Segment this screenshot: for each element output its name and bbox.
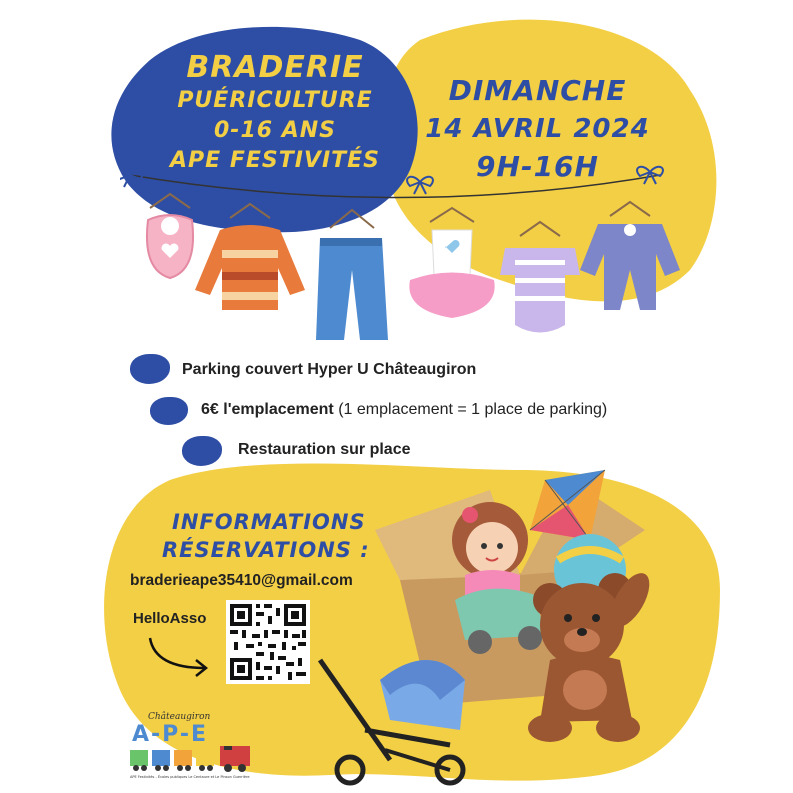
detail-price — [201, 401, 607, 419]
title-puericulture: PUÉRICULTURE — [177, 88, 373, 113]
bow-left-icon — [120, 170, 143, 187]
detail-parking-text: Parking couvert Hyper U Châteaugiron — [182, 361, 477, 378]
clothesline-rope — [130, 175, 660, 198]
title-braderie: BRADERIE — [186, 50, 364, 85]
striped-sweater-icon — [195, 204, 305, 310]
contact-email[interactable]: braderieape35410@gmail.com — [130, 572, 353, 589]
logo-script-text: Châteaugiron — [148, 712, 211, 722]
bow-mid-right-icon — [407, 177, 433, 194]
event-date: 14 AVRIL 2024 — [425, 114, 650, 144]
tutu-dress-icon — [409, 208, 494, 318]
clothesline-illustration — [120, 150, 680, 350]
bow-right-icon — [637, 167, 663, 184]
qr-code[interactable] — [226, 600, 310, 684]
stroller-icon — [310, 640, 500, 790]
detail-parking — [182, 361, 476, 379]
info-title-line2: RÉSERVATIONS : — [162, 538, 370, 562]
logo-caption: APE Festivités - Écoles publiques Le Centaure et Le Pinson Guerrière — [130, 775, 250, 779]
event-day: DIMANCHE — [448, 74, 627, 107]
sleepsuit-icon — [580, 202, 680, 310]
arrow-icon — [140, 630, 220, 680]
title-age-range: 0-16 ANS — [214, 118, 336, 143]
helloasso-label: HelloAsso — [133, 610, 207, 627]
title-ape-festivites: APE FESTIVITÉS — [169, 148, 381, 173]
detail-food-text: Restauration sur place — [238, 441, 411, 458]
detail-price-bold: 6€ l'emplacement — [201, 401, 334, 418]
logo-letters: A-P-E — [132, 722, 209, 747]
detail-price-note: (1 emplacement = 1 place de parking) — [333, 401, 608, 418]
jeans-icon — [316, 210, 388, 340]
event-hours: 9H-16H — [476, 150, 599, 183]
info-title-line1: INFORMATIONS — [172, 510, 366, 534]
ape-logo — [128, 712, 278, 782]
baby-bib-icon — [147, 194, 193, 278]
striped-onesie-icon — [500, 222, 580, 333]
detail-food — [238, 441, 411, 459]
logo-train-icon — [128, 746, 268, 774]
bow-center-icon — [377, 155, 403, 172]
